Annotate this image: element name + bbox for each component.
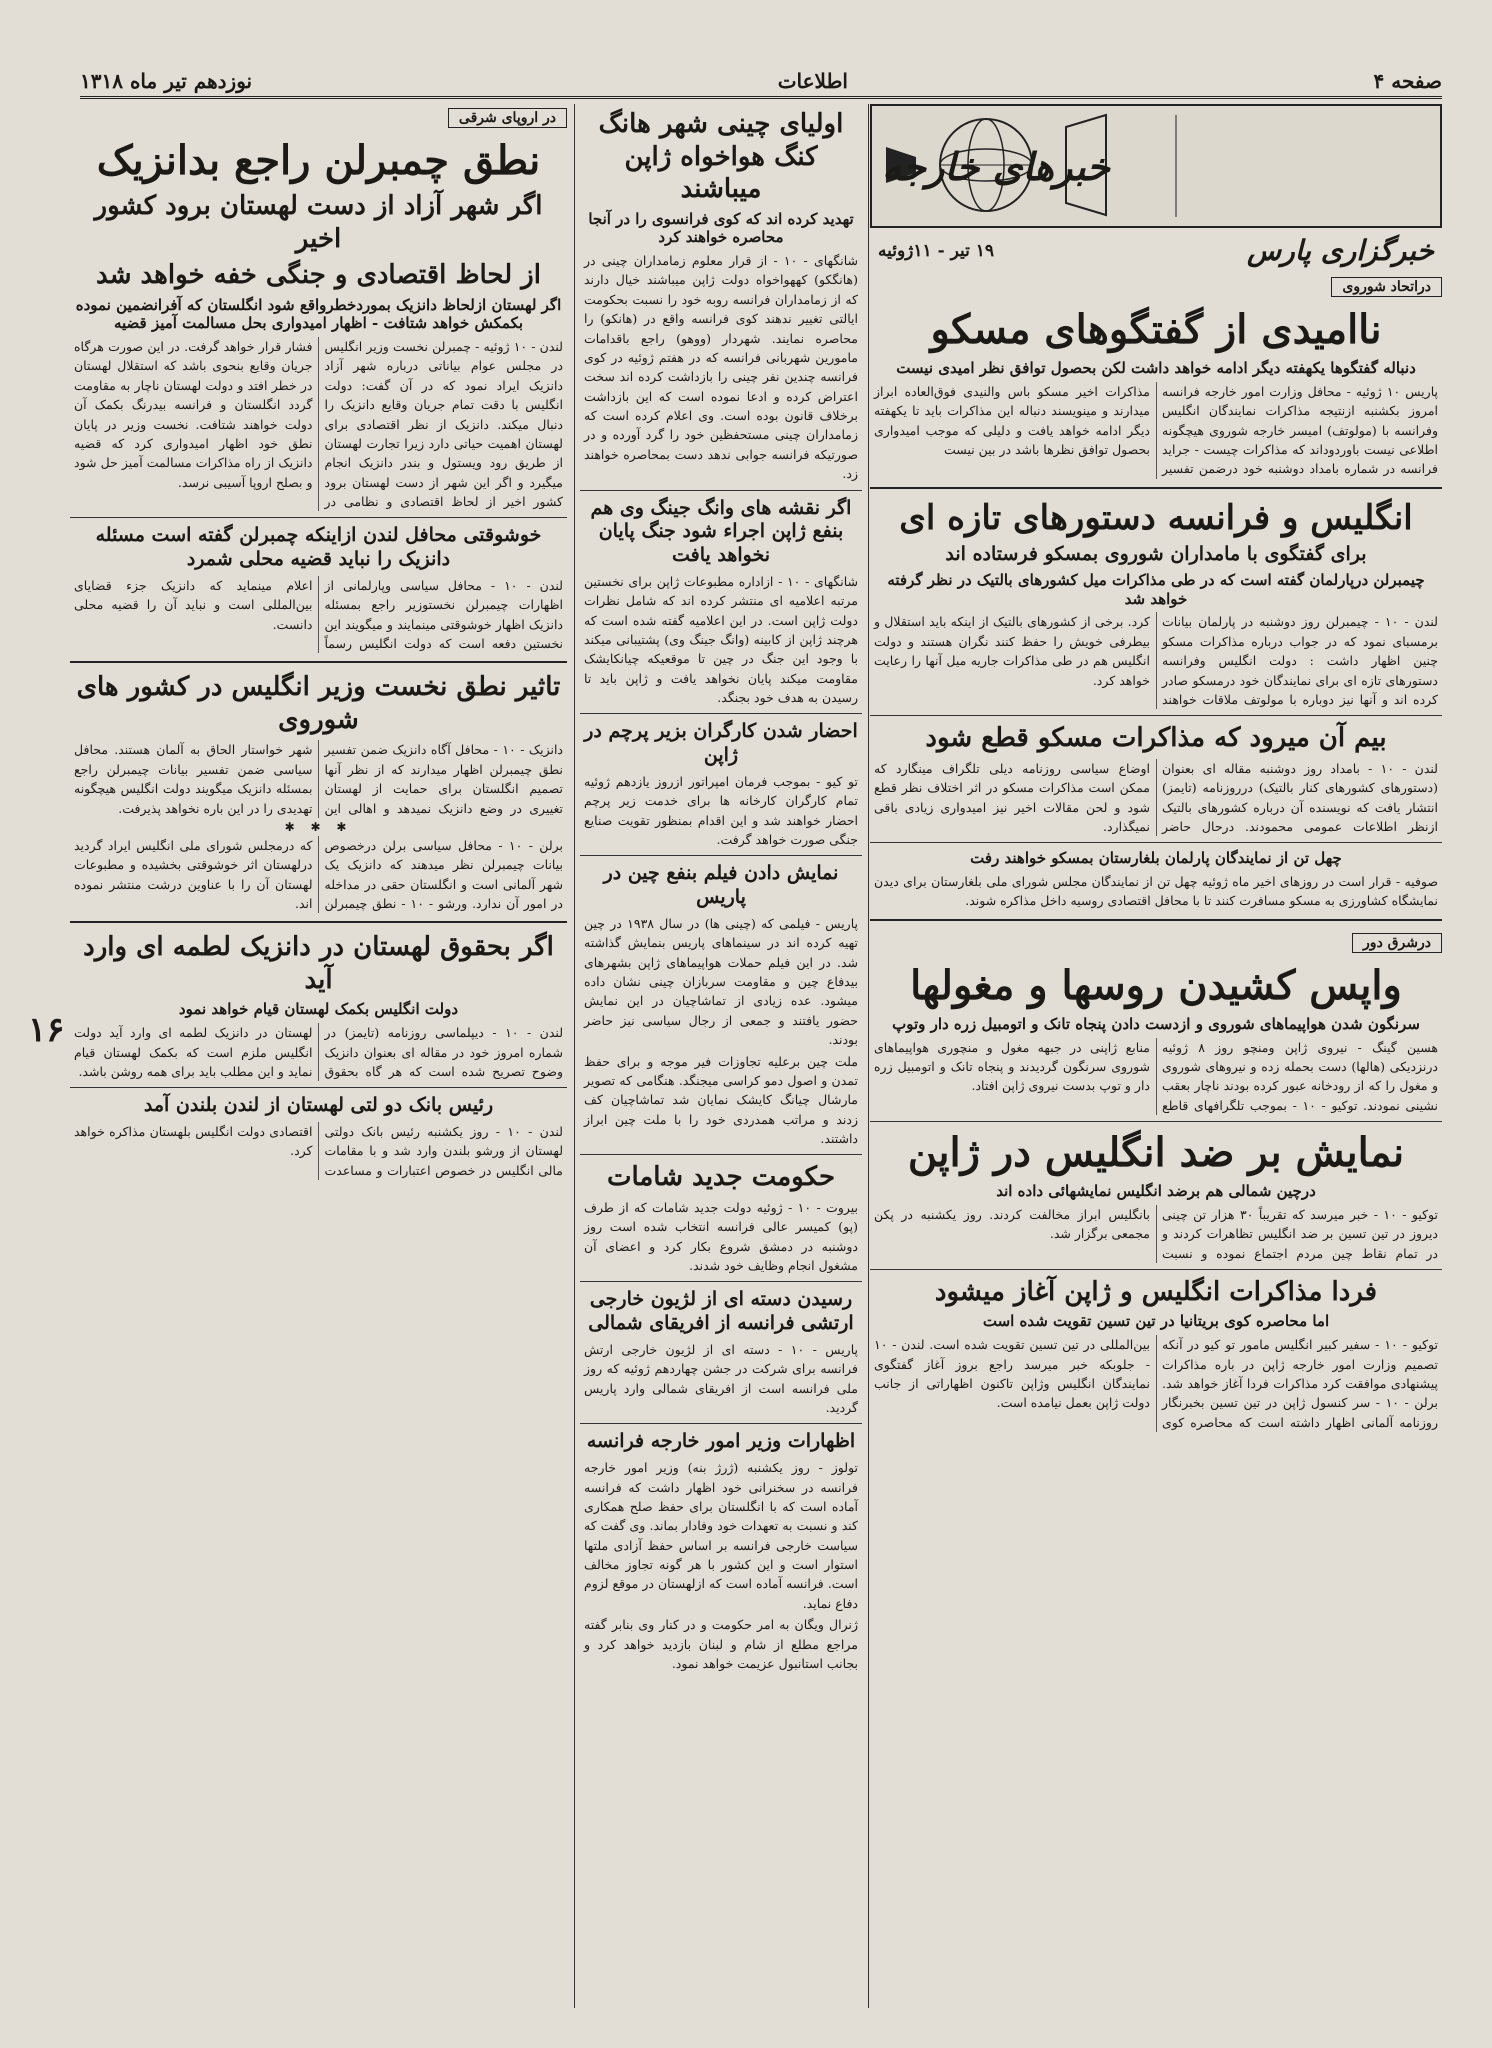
article-body: لندن - ۱۰ - بامداد روز دوشنبه مقاله ای بعنوان (دستورهای کشورهای کنار بالتیک) درروزنامه (تایمز) انتشار یافت که نویسنده آن درباره کشورهای بالتیک ازنظر اطلاعات عمومی محمودند. درحال حاضر اوضاع سیاسی روزنامه دیلی تلگراف مینگارد که ممکن است مذاکرات مسکو در اثر اختلاف نظر قطع شود و لحن مقالات اخیر نیز امیدواری زیادی باقی نمیگذارد. (874, 760, 1438, 834)
subheadline: دولت انگلیس بکمک لهستان قیام خواهد نمود (178, 1000, 459, 1019)
article-body: پاریس ۱۰ ژوئیه - محافل وزارت امور خارجه فرانسه امروز بکشنبه ازنتیجه مذاکرات نمایندگان انگلیس وفرانسه با (مولوتف) امیسر خارجه شوروی هیچگونه اطلاعی نیست باوردوداند که مذاکرات چیست - جراید فرانسه در شماره بامداد دوشنبه خود درضمن تفسیر مذاکرات اخیر مسکو باس والنیدی فوق‌العاده ابراز میدارند و مینویسند دنباله این مذاکرات باید تا یکهفته دیگر ادامه خواهد یافت و دلیلی که موجب امیدواری بحصول توافق نظرها باشد در بین نیست (874, 383, 1438, 477)
article-body: پاریس - ۱۰ - دسته ای از لژیون خارجی ارتش فرانسه برای شرکت در جشن چهاردهم ژوئیه که روز ملی فرانسه است از افریقای شمالی وارد پاریس گردید. (584, 1341, 859, 1415)
divider (70, 921, 567, 923)
headline: حکومت جدید شامات (606, 1162, 836, 1193)
article-body: ژنرال ویگان به امر حکومت و در کنار وی بنابر گفته مراجع مطلع از شام و لبنان بازدید خواهد کرد و بجانب استانبول عزیمت خواهد نمود. (584, 1617, 858, 1671)
headline: تاثیر نطق نخست وزیر انگلیس در کشور های شوروی (76, 672, 561, 735)
headline: ناامیدی از گفتگوهای مسکو (930, 306, 1382, 353)
subheadline: اما محاصره کوی بریتانیا در تین تسین تقویت شده است (982, 1312, 1330, 1331)
divider (870, 715, 1442, 716)
subheadline: درچین شمالی هم برضد انگلیس نمایشهائی داده اند (996, 1182, 1316, 1200)
europe-column (70, 104, 567, 2008)
headline: نطق چمبرلن راجع بدانزیک (96, 137, 541, 184)
margin-page-number: ۱۶ (28, 1010, 65, 1050)
headline: اگر نقشه های وانگ جینگ وی هم بنفع ژاپن اجراء شود جنگ پایان نخواهد یافت (590, 496, 852, 566)
divider (580, 855, 862, 856)
headline: احضار شدن کارگران بزیر پرچم در ژاپن (584, 720, 858, 767)
article-body: لندن - ۱۰ - دیپلماسی روزنامه (تایمز) در شماره امروز خود در مقاله ای بعنوان دانزیک وضوح تصریح شده است که هر گاه بحقوق لهستان در دانزیک لطمه ای وارد آید دولت انگلیس ملزم است که بکمک لهستان قیام نماید و این مطلب باید برای همه روشن باشد. (74, 1025, 564, 1079)
subheadline: اگر لهستان ازلحاظ دانزیک بموردخطرواقع شود انگلستان که آفرانضمین نموده بکمکش خواهد شتافت - اظهار امیدواری بحل مسالمت آمیز قضیه (75, 295, 562, 333)
article-body: لندن - ۱۰ ژوئیه - چمبرلن نخست وزیر انگلیس در مجلس عوام بیاناتی درباره شهر آزاد دانزیک ایراد نمود که در آن گفت: دولت انگلیس با دقت تمام جریان وقایع دانزیک را دنبال میکند. دانزیک از نظر اقتصادی برای لهستان اهمیت حیاتی دارد زیرا تجارت لهستان از طریق رود ویستول و بندر دانزیک انجام میگیرد و اگر این شهر از دست لهستان برود کشور اخیر از لحاظ اقتصادی و نظامی در فشار قرار خواهد گرفت. در این صورت هرگاه جریان وقایع بنحوی باشد که استقلال لهستان در خطر افتد و دولت لهستان ناچار به مقاومت گردد انگلستان و فرانسه بیدرنگ بکمک آن دولت خواهند شتافت. نخست وزیر در پایان نطق خود اظهار امیدواری کرد که قضیه دانزیک از راه مذاکرات مسالمت آمیز حل شود و بصلح اروپا آسیبی نرسد. (74, 339, 563, 509)
article-body: شانگهای - ۱۰ - ازاداره مطبوعات ژاپن برای نخستین مرتبه اعلامیه ای منتشر کرده اند که شامل نظرات دولت ژاپن است. در این اعلامیه گفته شده است که هرچند ژاپن از کابینه (وانگ جینگ وی) پشتیبانی میکند با وجود این جنگ در چین تا موقعیکه چیانکایشک مقاومت میکند پایان نخواهد یافت و ژاپن باید تا رسیدن به هدف خود بجنگد. (584, 573, 858, 705)
article-body: هسین گینگ - نیروی ژاپن ومنچو روز ۸ ژوئیه درنزدیکی (هالها) دست بحمله زده و نیروهای شوروی و مغول را که از رودخانه عبور کرده بودند ناچار بعقب نشینی نمودند. توکیو - ۱۰ - بموجب تلگرافهای قاطع منابع ژاپنی در جبهه مغول و منچوری هواپیماهای شوروی سرنگون گردیدند و پنجاه تانک و اتومبیل زره دار و توپ بدست نیروی ژاپن افتاد. (874, 1039, 1438, 1113)
article-body: لندن - ۱۰ - روز یکشنبه رئیس بانک دولتی لهستان از ورشو بلندن وارد شد و با مقامات مالی انگلیس در خصوص اعتبارات و مساعدت اقتصادی دولت انگلیس بلهستان مذاکره خواهد کرد. (74, 1124, 563, 1178)
subheadline: اگر شهر آزاد از دست لهستان برود کشور اخیر (94, 191, 543, 254)
divider (580, 713, 862, 714)
divider (580, 1154, 862, 1155)
article-body: تولوز - روز یکشنبه (ژرژ بنه) وزیر امور خارجه فرانسه در سخنرانی خود اظهار داشت که فرانسه آماده است که با انگلستان برای حفظ صلح همکاری کند و نسبت به تعهدات خود وفادار بماند. وی گفت که سیاست خارجی فرانسه بر اساس حفظ آزادی ملتها استوار است و این کشور با هر گونه تجاوز مخالف است. فرانسه آماده است که ازلهستان در موقع لزوم دفاع نماید. (584, 1460, 858, 1611)
article-body: شانگهای - ۱۰ - از قرار معلوم زمامداران چینی در (هانگکو) کههواخواه دولت ژاپن میباشند خیال دارند که از زمامداران فرانسه روبه خود را نسبت بحکومت ایالتی تغییر ندهند کوی فرانسه واقع در (هانکو) را محاصره نمایند. شهردار (ووهو) راجع باقدامات مامورین شهربانی فرانسه که در هفتم ژوئیه در کوی فرانسه چندین نفر چینی را بازداشت کرده اند سخت اعتراض کرده و ادعا نموده است که این بازداشت برخلاف قانون بوده است. وی اعلام کرده است که زمامداران چینی مستحفظین خود را گرد آورده و در صورتیکه فرانسه جوابی ندهد دست بمحاصره خواهند زد. (584, 253, 858, 482)
article-body: دانزیک - ۱۰ - محافل آگاه دانزیک ضمن تفسیر نطق چیمبرلن اظهار میدارند که از نظر آنها تصمیم انگلستان برای حمایت از لهستان تغییری در وضع دانزیک نمیدهد و اهالی این شهر خواستار الحاق به آلمان هستند. محافل سیاسی ضمن تفسیر بیانات چیمبرلن راجع بمسئله دانزیک میگویند دولت انگلیس هیچگونه تهدیدی را در این باره نخواهد پذیرفت. (74, 742, 563, 816)
headline: رئیس بانک دو لتی لهستان از لندن بلندن آمد (143, 1094, 494, 1117)
headline: بیم آن میرود که مذاکرات مسکو قطع شود (925, 723, 1387, 754)
section-tag: دراتحاد شوروی (1331, 277, 1442, 297)
headline: خوشوقتی محافل لندن ازاینکه چمبرلن گفته است مسئله دانزیک را نباید قضیه محلی شمرد (95, 524, 542, 571)
section-tag: درشرق دور (1352, 933, 1442, 953)
divider (70, 1087, 567, 1088)
agency-date: ۱۹ تیر - ۱۱ژوئیه (878, 240, 994, 261)
issue-date: نوزدهم تیر ماه ۱۳۱۸ (80, 69, 253, 93)
column-rule (574, 104, 575, 2008)
divider (870, 487, 1442, 489)
headline: چهل تن از نمایندگان پارلمان بلغارستان بمسکو خواهند رفت (970, 849, 1342, 868)
headline: انگلیس و فرانسه دستورهای تازه ای (899, 497, 1413, 538)
article-body: تو کیو - بموجب فرمان امپراتور ازروز یازدهم ژوئیه تمام کارگران کارخانه ها برای خدمت زیر پرچم احضار خواهند شد و این اقدام بمنظور تقویت صنایع جنگی صورت خواهد گرفت. (584, 773, 858, 847)
headline: اولیای چینی شهر هانگ کنگ هواخواه ژاپن میباشند (598, 109, 844, 204)
column-rule (868, 104, 869, 2008)
masthead (80, 66, 1442, 99)
headline: نمایش بر ضد انگلیس در ژاپن (907, 1129, 1405, 1176)
subheadline: سرنگون شدن هواپیماهای شوروی و ازدست دادن پنجاه تانک و اتومبیل زره دار وتوپ (892, 1014, 1420, 1033)
subheadline: از لحاظ اقتصادی و جنگی خفه خواهد شد (96, 260, 541, 290)
article-body: توکیو - ۱۰ - سفیر کبیر انگلیس مامور تو کیو در آنکه تصمیم وزارت امور خارجه ژاپن در باره مذاکرات پیشنهادی موافقت کرد مذاکرات فردا آغاز خواهد شد. برلن - ۱۰ - سر کنسول ژاپن در تین تسین بخبرنگار روزنامه آلمانی اظهار داشته است که محاصره کوی بین‌المللی در تین تسین تقویت شده است. لندن - ۱۰ - جلوبکه خبر میرسد راجع بروز آغاز گفتگوی نمایندگان انگلیس وژاپن تاکنون اظهاراتی از جانب دولت ژاپن بعمل نیامده است. (874, 1337, 1439, 1430)
section-tag: در اروپای شرقی (448, 108, 567, 128)
divider (70, 517, 567, 518)
article-body: ملت چین برعلیه تجاوزات فیر موجه و برای حفظ تمدن و اصول دمو کراسی میجنگد. هنگامی که تصویر مارشال چیانگ کایشک نمایان شد تماشاچیان کف زدند و مراتب همدردی خود را با ملت چین ابراز داشتند. (584, 1053, 858, 1146)
subheadline: برای گفتگوی با مامداران شوروی بمسکو فرستاده اند (945, 543, 1367, 566)
subheadline: تهدید کرده اند که کوی فرانسوی را در آنجا محاصره خواهند کرد (588, 209, 854, 247)
divider (580, 1423, 862, 1424)
middle-column (580, 104, 862, 2008)
divider (580, 490, 862, 491)
headline: واپس کشیدن روسها و مغولها (910, 961, 1402, 1009)
article-body: پاریس - فیلمی که (چینی ها) در سال ۱۹۳۸ در چین تهیه کرده اند در سینماهای پاریس بنمایش گذاشته شد. در این فیلم حملات هواپیماهای ژاپن بشهرهای بیدفاع چین و مقاومت سربازان چینی نشان داده میشود. عده زیادی از تماشاچیان در این نمایش حضور یافتند و جمعی از رجال سیاسی نیز حاضر بودند. (584, 915, 858, 1048)
divider (870, 1269, 1442, 1270)
article-body: لندن - ۱۰ - محافل سیاسی وپارلمانی از اظهارات چیمبرلن نخستوزیر راجع بمسئله دانزیک اظهار خوشوقتی مینمایند و میگویند این نخستین دفعه است که دولت انگلیس رسماً اعلام مینماید که دانزیک جزء قضایای بین‌المللی است و نباید آن را قضیه محلی دانست. (74, 577, 563, 651)
divider (70, 661, 567, 663)
agency-name: خبرگزاری پارس (1247, 234, 1434, 267)
banner-title: خبرهای خارجه (882, 143, 1110, 189)
subheadline: چیمبرلن درپارلمان گفته است که در طی مذاکرات میل کشورهای بالتیک در نظر گرفته خواهد شد (887, 570, 1425, 608)
divider (870, 1121, 1442, 1122)
article-body: توکیو - ۱۰ - خبر میرسد که تقریباً ۳۰ هزار تن چینی دیروز در تین تسین بر ضد انگلیس تظاهرات کردند و در تمام نقاط چین مردم اجتماع نموده و نسبت بانگلیس ابراز مخالفت کردند. روز یکشنبه در پکن مجمعی برگزار شد. (874, 1206, 1438, 1261)
newspaper-name: اطلاعات (777, 69, 848, 93)
headline: نمایش دادن فیلم بنفع چین در پاریس (603, 862, 839, 909)
page-number: صفحه ۴ (1373, 69, 1442, 93)
foreign-news-column (870, 104, 1442, 2008)
article-body: لندن - ۱۰ - چیمبرلن روز دوشنبه در پارلمان بیانات برمسبای نمود که در جواب درباره مذاکرات مسکو چنین اظهار داشت : دولت انگلیس وفرانسه دستورهای تازه ای برای نمایندگان خود درمسکو صادر کرده اند و آنها نیز دوباره با مولوتف ملاقات خواهند کرد. برخی از کشورهای بالتیک از اینکه باید استقلال و بیطرفی خویش را حفظ کنند نگران هستند و دولت انگلیس هم در طی مذاکرات جاریه میل آنها را رعایت خواهد کرد. (874, 614, 1438, 707)
star-separator: ✱ ✱ ✱ (284, 819, 353, 834)
headline: اظهارات وزیر امور خارجه فرانسه (586, 1430, 856, 1453)
article-body: صوفیه - قرار است در روزهای اخیر ماه ژوئیه چهل تن از نمایندگان مجلس شورای ملی بلغارستان برای دیدن نمایشگاه کشاورزی به مسکو مسافرت کنند تا با محافل اقتصادی روسیه داخل مذاکره شوند. (874, 874, 1438, 909)
divider (870, 919, 1442, 921)
agency-line (878, 234, 1434, 267)
divider (580, 1281, 862, 1282)
headline: اگر بحقوق لهستان در دانزیک لطمه ای وارد آید (83, 932, 554, 995)
headline: فردا مذاکرات انگلیس و ژاپن آغاز میشود (934, 1276, 1378, 1307)
headline: رسیدن دسته ای از لژیون خارجی ارتشی فرانسه از افریقای شمالی (588, 1288, 854, 1335)
foreign-news-banner (870, 104, 1442, 228)
article-body: بیروت - ۱۰ - ژوئیه دولت جدید شامات که از طرف (پو) کمیسر عالی فرانسه انتخاب شده است روز دوشنبه در دمشق شروع بکار کرد و اعضای آن مشغول انجام وظایف خود شدند. (584, 1199, 859, 1273)
subheadline: دنباله گفتگوها یکهفته دیگر ادامه خواهد داشت لکن بحصول توافق نظر امیدی نیست (896, 359, 1416, 377)
article-body: برلن - ۱۰ - محافل سیاسی برلن درخصوص بیانات چیمبرلن نظر میدهند که دانزیک یک شهر آلمانی است و انگلستان حقی در مداخله در امور آن ندارد. ورشو - ۱۰ - نطق چیمبرلن که درمجلس شورای ملی انگلیس ایراد گردید درلهستان اثر خوشوقتی بخشیده و مطبوعات لهستان آن را با عناوین درشت منتشر نموده اند. (74, 837, 563, 911)
divider (870, 842, 1442, 843)
